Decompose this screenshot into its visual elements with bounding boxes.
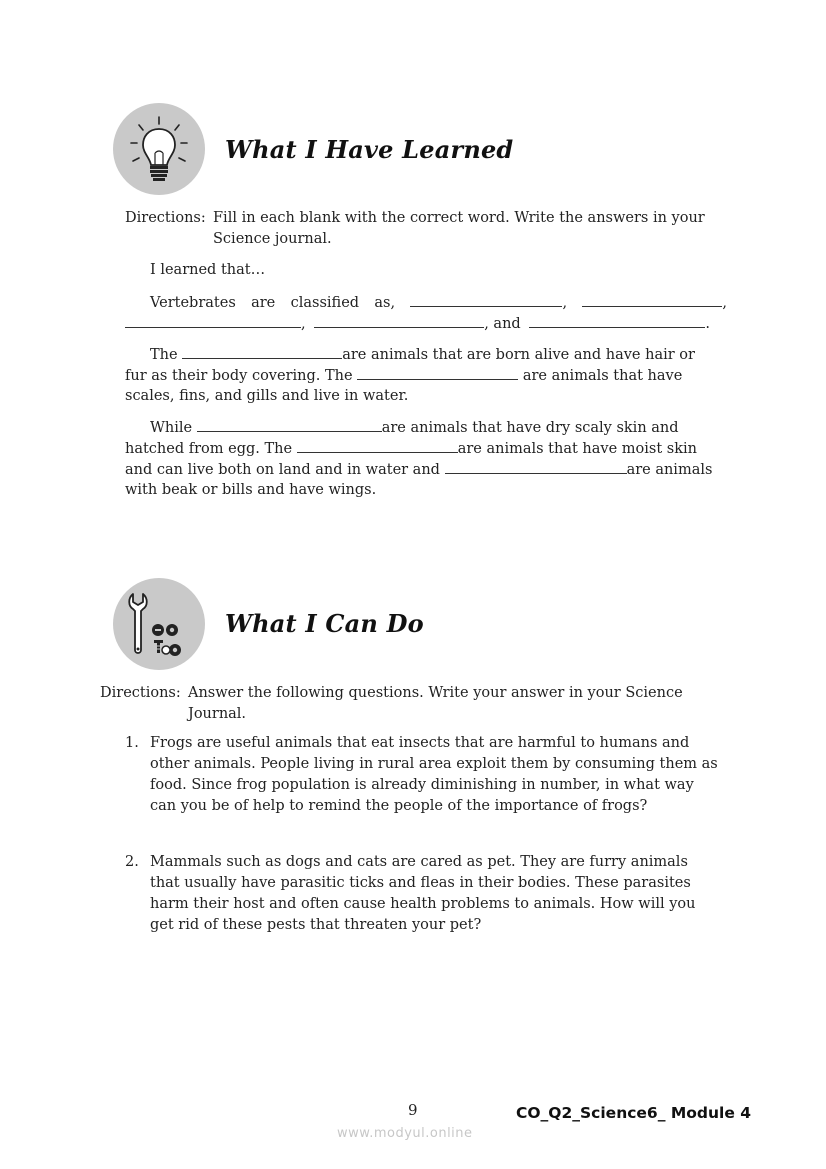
question-text: get rid of these pests that threaten your pet? [150,917,482,933]
fill-line: fur as their body covering. The are animals that have [125,365,682,386]
section-title-can-do: What I Can Do [225,609,424,638]
question-number: 2. [125,854,139,870]
question-text: Mammals such as dogs and cats are cared as pet. They are furry animals [150,854,688,870]
fill-line: and can live both on land and in water and are animals [125,459,712,480]
directions-text: Answer the following questions. Write your answer in your Science [188,685,683,701]
watermark: www.modyul.online [337,1126,473,1141]
fill-line: While are animals that have dry scaly skin and [150,417,679,438]
section-icon-circle [113,578,205,670]
module-code: CO_Q2_Science6_ Module 4 [516,1104,752,1122]
answer-blank[interactable] [125,313,301,328]
lightbulb-icon [113,103,205,195]
question-text: can you be of help to remind the people of the importance of frogs? [150,798,648,814]
section-title-learned: What I Have Learned [225,135,514,164]
answer-blank[interactable] [529,313,705,328]
answer-blank[interactable] [182,344,342,359]
fill-line: The are animals that are born alive and have hair or [150,344,695,365]
directions-text: Fill in each blank with the correct word. Write the answers in your [213,210,705,226]
paragraph-line: with beak or bills and have wings. [125,482,377,498]
answer-blank[interactable] [582,292,722,307]
question-text: food. Since frog population is already diminishing in number, in what way [150,777,694,793]
question-text: that usually have parasitic ticks and fleas in their bodies. These parasites [150,875,691,891]
answer-blank[interactable] [197,417,382,432]
wrench-tools-icon [113,578,205,670]
answer-blank[interactable] [297,438,458,453]
answer-blank[interactable] [357,365,518,380]
paragraph-line: scales, fins, and gills and live in water. [125,388,409,404]
question-text: other animals. People living in rural area exploit them by consuming them as [150,756,718,772]
answer-blank[interactable] [314,313,484,328]
directions-text: Science journal. [213,231,332,247]
directions-label: Directions: [100,685,181,701]
page-number: 9 [408,1101,418,1119]
intro-text: I learned that… [150,262,266,278]
fill-line: hatched from egg. The are animals that have moist skin [125,438,697,459]
section-icon-circle [113,103,205,195]
directions-text: Journal. [188,706,247,722]
question-text: harm their host and often cause health problems to animals. How will you [150,896,696,912]
fill-line: Vertebrates are classified as, , , [150,292,727,313]
fill-line: , , and . [125,313,710,334]
question-number: 1. [125,735,139,751]
directions-label: Directions: [125,210,206,226]
question-text: Frogs are useful animals that eat insects that are harmful to humans and [150,735,690,751]
answer-blank[interactable] [445,459,627,474]
answer-blank[interactable] [410,292,562,307]
